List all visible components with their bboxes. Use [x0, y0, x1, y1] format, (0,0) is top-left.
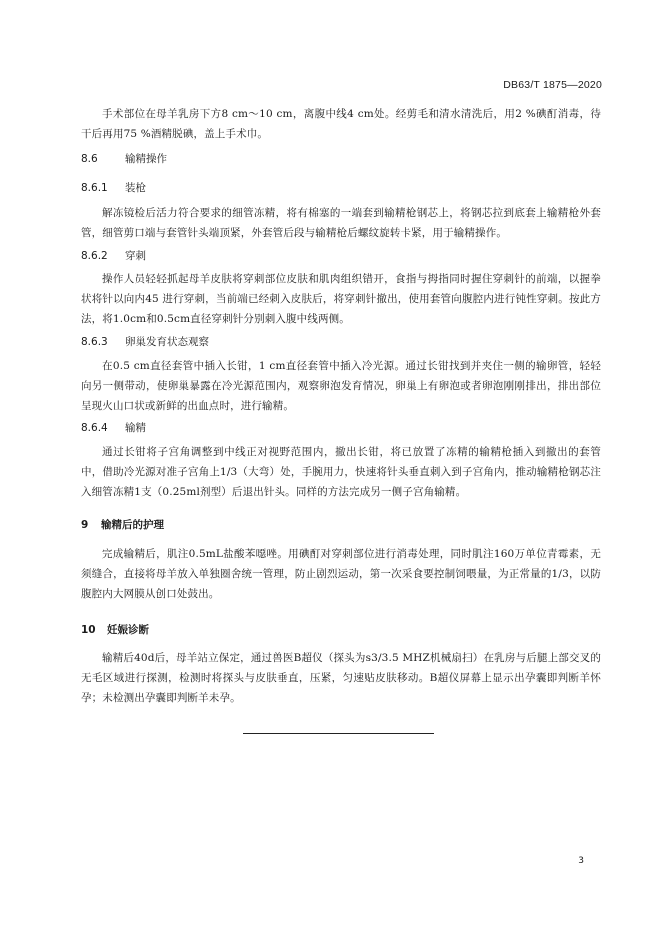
paragraph: 在0.5 cm直径套管中插入长钳，1 cm直径套管中插入冷光源。通过长钳找到并夹住一侧的输卵管，轻轻向另一侧带动，使卵巢暴露在冷光源范围内，观察卵泡发育情况，卵巢上有卵泡或者卵泡刚刚排出，排出部位呈现火山口状或新鲜的出血点时，进行输精。: [81, 360, 601, 412]
section-title: 输精操作: [125, 153, 167, 165]
section-body-8-6-4: [81, 442, 601, 502]
paragraph: 解冻镜检后活力符合要求的细管冻精，将有棉塞的一端套到输精枪钢芯上，将钢芯拉到底套上输精枪外套管，细管剪口端与套管针头端顶紧，外套管后段与输精枪后螺纹旋转卡紧，用于输精操作。: [81, 207, 601, 239]
document-code: DB63/T 1875—2020: [503, 79, 602, 91]
section-title: 装枪: [125, 182, 146, 194]
surgery-site-paragraph: [81, 104, 601, 144]
section-heading-8-6-3: [81, 334, 209, 349]
page-number: 3: [578, 856, 584, 866]
section-body-8-6-2: [81, 269, 601, 329]
end-rule: [243, 733, 434, 734]
section-number: 8.6.4: [81, 422, 108, 434]
section-heading-9: [81, 517, 164, 532]
section-title: 妊娠诊断: [107, 624, 149, 636]
section-heading-8-6-1: [81, 180, 146, 195]
section-title: 卵巢发育状态观察: [125, 336, 209, 348]
paragraph: 操作人员轻轻抓起母羊皮肤将穿刺部位皮肤和肌肉组织错开，食指与拇指同时握住穿刺针的前端，以握拳状将针以向内45 进行穿刺，当前端已经刺入皮肤后，将穿刺针撤出，使用套管向腹腔内进行钝性穿刺。按此方法，将1.0cm和0.5cm直径穿刺针分别刺入腹中线两侧。: [81, 273, 601, 325]
section-body-8-6-3: [81, 356, 601, 416]
section-heading-10: [81, 622, 149, 637]
section-number: 10: [81, 624, 96, 636]
section-title: 输精后的护理: [101, 519, 164, 531]
section-number: 8.6.1: [81, 182, 108, 194]
section-body-10: [81, 648, 601, 708]
section-body-9: [81, 544, 601, 604]
paragraph: 通过长钳将子宫角调整到中线正对视野范围内，撤出长钳，将已放置了冻精的输精枪插入到撤出的套管中，借助冷光源对准子宫角上1/3（大弯）处，手腕用力，快速将针头垂直刺入到子宫角内，推动输精枪钢芯注入细管冻精1支（0.25ml剂型）后退出针头。同样的方法完成另一侧子宫角输精。: [81, 446, 601, 498]
section-number: 9: [81, 519, 89, 531]
paragraph: 输精后40d后，母羊站立保定，通过兽医B超仪（探头为s3/3.5 MHZ机械扇扫）在乳房与后腿上部交叉的无毛区域进行探测，检测时将探头与皮肤垂直，压紧，匀速贴皮肤移动。B超仪屏幕上显示出孕囊即判断羊怀孕；未检测出孕囊即判断羊未孕。: [81, 652, 601, 704]
section-number: 8.6: [81, 153, 98, 165]
paragraph: 手术部位在母羊乳房下方8 cm～10 cm，离腹中线4 cm处。经剪毛和清水清洗后，用2 %碘酊消毒，待干后再用75 %酒精脱碘，盖上手术巾。: [81, 108, 601, 140]
section-number: 8.6.3: [81, 336, 108, 348]
section-heading-8-6: [81, 151, 167, 166]
section-heading-8-6-4: [81, 420, 146, 435]
section-number: 8.6.2: [81, 250, 108, 262]
paragraph: 完成输精后，肌注0.5mL盐酸苯噁唑。用碘酊对穿刺部位进行消毒处理，同时肌注160万单位青霉素，无须缝合，直接将母羊放入单独圈舍统一管理，防止剧烈运动，第一次采食要控制饲喂量，为正常量的1/3，以防腹腔内大网膜从创口处鼓出。: [81, 548, 601, 600]
section-heading-8-6-2: [81, 248, 146, 263]
section-title: 输精: [125, 422, 146, 434]
section-title: 穿刺: [125, 250, 146, 262]
section-body-8-6-1: [81, 203, 601, 243]
